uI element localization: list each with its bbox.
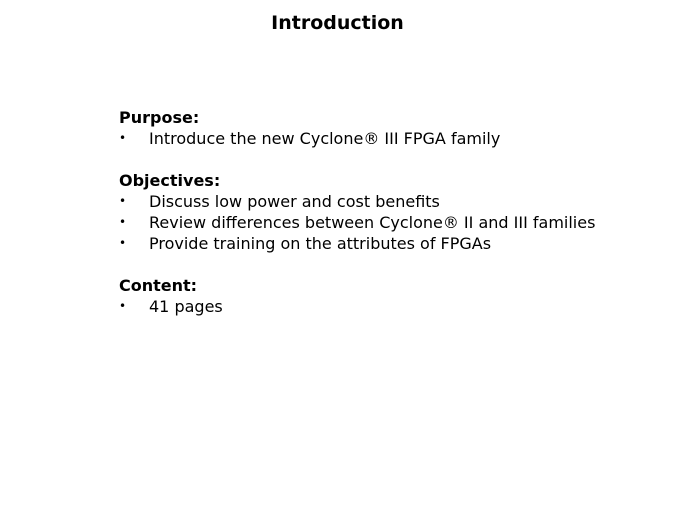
list-item-text: Discuss low power and cost benefits: [149, 192, 440, 211]
section-heading: Objectives:: [119, 171, 221, 190]
slide-content: [119, 107, 599, 338]
list-item: [119, 233, 599, 254]
bullet-icon: •: [119, 194, 127, 208]
list-item-text: Review differences between Cyclone® II and III families: [149, 213, 596, 232]
section-heading: Purpose:: [119, 108, 200, 127]
list-item-text: Provide training on the attributes of FPGAs: [149, 234, 492, 253]
bullet-icon: •: [119, 236, 127, 250]
section-content: [119, 275, 599, 317]
list-item-text: Introduce the new Cyclone® III FPGA family: [149, 129, 501, 148]
bullet-list: [119, 191, 599, 254]
bullet-list: [119, 128, 599, 149]
list-item: [119, 212, 599, 233]
slide-title: Introduction: [271, 12, 404, 34]
section-purpose: [119, 107, 599, 149]
bullet-icon: •: [119, 299, 127, 313]
bullet-icon: •: [119, 215, 127, 229]
list-item-text: 41 pages: [149, 297, 223, 316]
section-heading: Content:: [119, 276, 198, 295]
section-objectives: [119, 170, 599, 254]
list-item: [119, 296, 599, 317]
bullet-list: [119, 296, 599, 317]
bullet-icon: •: [119, 131, 127, 145]
list-item: [119, 191, 599, 212]
list-item: [119, 128, 599, 149]
